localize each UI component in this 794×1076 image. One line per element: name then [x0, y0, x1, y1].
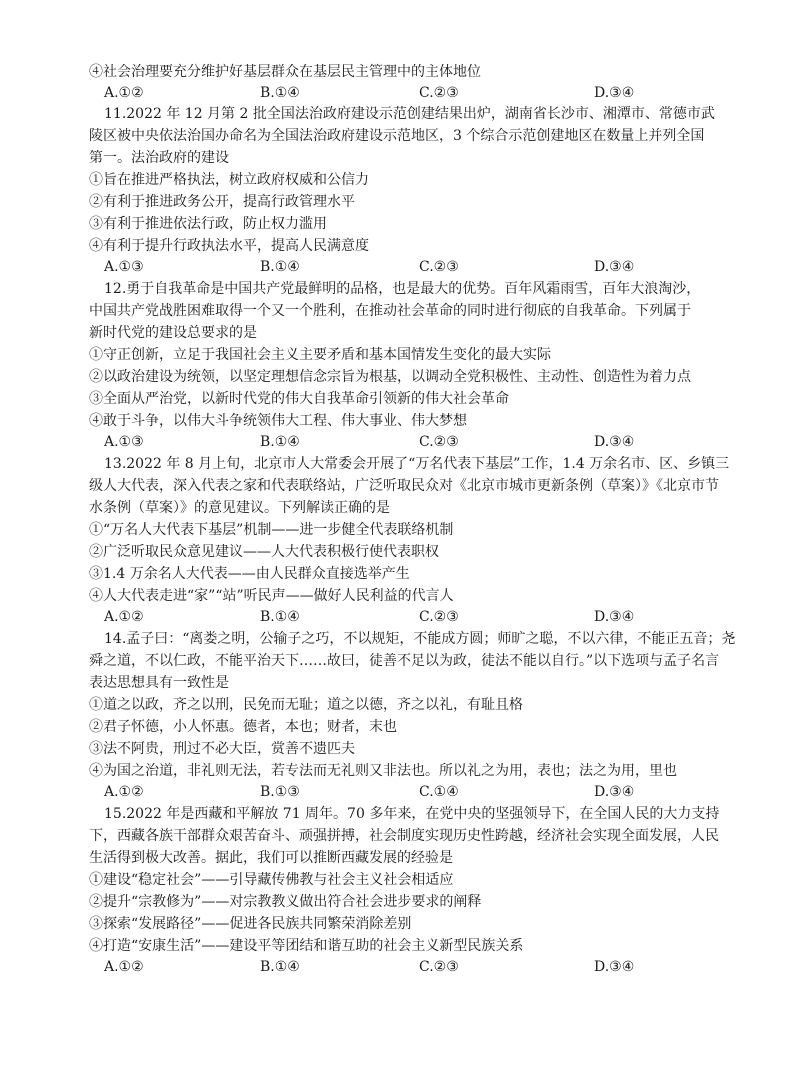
q13-option-3: ③1.4 万余名人大代表——由人民群众直接选举产生	[89, 566, 410, 582]
q11-choice-d: D.③④	[594, 259, 635, 275]
q12-choice-d: D.③④	[594, 434, 635, 450]
q13-choice-a: A.①②	[104, 609, 144, 625]
q13-option-2: ②广泛听取民众意见建议——人大代表积极行使代表职权	[89, 544, 439, 560]
q14-choice-a: A.①②	[104, 784, 144, 800]
q11-choices	[0, 257, 794, 277]
q13-stem-line-3: 水条例（草案）》的意见建议。下列解读正确的是	[89, 500, 390, 516]
q12-stem-line-3: 新时代党的建设总要求的是	[89, 325, 257, 341]
q12-option-1: ①守正创新，立足于我国社会主义主要矛盾和基本国情发生变化的最大实际	[89, 347, 551, 363]
q14-option-3: ③法不阿贵，刑过不必大臣，赏善不遗匹夫	[89, 741, 355, 757]
q15-option-3: ③探索“发展路径”——促进各民族共同繁荣消除差别	[89, 916, 412, 932]
q14-stem-line-2: 舜之道，不以仁政，不能平治天下……故曰，徒善不足以为政，徒法不能以自行。”以下选项与孟子名言	[89, 653, 720, 669]
q11-option-4: ④有利于提升行政执法水平，提高人民满意度	[89, 238, 369, 254]
q13-stem-line-1: 13.2022 年 8 月上旬，北京市人大常委会开展了“万名代表下基层”工作，1.4 万余名市、区、乡镇三	[104, 456, 730, 472]
q15-choices	[0, 957, 794, 977]
q14-option-2: ②君子怀德，小人怀惠。德者，本也；财者，末也	[89, 719, 397, 735]
q10-choice-d: D.③④	[594, 85, 635, 101]
q12-choice-a: A.①③	[104, 434, 144, 450]
q13-stem-line-2: 级人大代表，深入代表之家和代表联络站，广泛听取民众对《北京市城市更新条例（草案）》《北京市节	[89, 478, 719, 494]
q14-option-4: ④为国之治道，非礼则无法，若专法而无礼则又非法也。所以礼之为用，表也；法之为用，里也	[89, 763, 677, 779]
q15-choice-d: D.③④	[594, 959, 635, 975]
q15-stem-line-1: 15.2022 年是西藏和平解放 71 周年。70 多年来，在党中央的坚强领导下，在全国人民的大力支持	[104, 806, 720, 822]
q10-choice-b: B.①④	[260, 85, 300, 101]
q12-option-2: ②以政治建设为统领，以坚定理想信念宗旨为根基，以调动全党积极性、主动性、创造性为着力点	[89, 369, 691, 385]
q15-stem-line-2: 下，西藏各族干部群众艰苦奋斗、顽强拼搏，社会制度实现历史性跨越，经济社会实现全面发展，人民	[89, 828, 719, 844]
q15-choice-a: A.①②	[104, 959, 144, 975]
q13-choice-b: B.①④	[260, 609, 300, 625]
q11-option-1: ①旨在推进严格执法，树立政府权威和公信力	[89, 172, 369, 188]
q13-choice-d: D.③④	[594, 609, 635, 625]
q12-option-4: ④敢于斗争，以伟大斗争统领伟大工程、伟大事业、伟大梦想	[89, 413, 467, 429]
q11-option-3: ③有利于推进依法行政，防止权力滥用	[89, 216, 327, 232]
q10-choice-a: A.①②	[104, 85, 144, 101]
q11-stem-line-2: 陵区被中央依法治国办命名为全国法治政府建设示范地区，3 个综合示范创建地区在数量上并列全国	[89, 128, 705, 144]
q11-option-2: ②有利于推进政务公开，提高行政管理水平	[89, 194, 355, 210]
q14-choice-b: B.①③	[260, 784, 300, 800]
q12-stem-line-2: 中国共产党战胜困难取得一个又一个胜利，在推动社会革命的同时进行彻底的自我革命。下列属于	[89, 303, 691, 319]
q12-option-3: ③全面从严治党，以新时代党的伟大自我革命引领新的伟大社会革命	[89, 391, 509, 407]
q13-choice-c: C.②③	[419, 609, 459, 625]
q15-option-4: ④打造“安康生活”——建设平等团结和谐互助的社会主义新型民族关系	[89, 938, 524, 954]
q15-stem-line-3: 生活得到极大改善。据此，我们可以推断西藏发展的经验是	[89, 850, 453, 866]
q11-choice-a: A.①③	[104, 259, 144, 275]
q14-choices	[0, 782, 794, 802]
q14-stem-line-1: 14.孟子曰：“离娄之明，公输子之巧，不以规矩，不能成方圆；师旷之聪，不以六律，不能正五音；尧	[104, 631, 736, 647]
q14-choice-c: C.①④	[419, 784, 459, 800]
q13-option-4: ④人大代表走进“家”“站”听民声——做好人民利益的代言人	[89, 588, 454, 604]
q11-choice-b: B.①④	[260, 259, 300, 275]
q15-option-1: ①建设“稳定社会”——引导藏传佛教与社会主义社会相适应	[89, 872, 454, 888]
q15-choice-c: C.②③	[419, 959, 459, 975]
q13-option-1: ①“万名人大代表下基层”机制——进一步健全代表联络机制	[89, 522, 454, 538]
q10-choices	[0, 83, 794, 103]
q14-option-1: ①道之以政，齐之以刑，民免而无耻；道之以德，齐之以礼，有耻且格	[89, 697, 523, 713]
q13-choices	[0, 607, 794, 627]
q11-stem-line-3: 第一。法治政府的建设	[89, 150, 229, 166]
q12-choices	[0, 432, 794, 452]
q10-option-4: ④社会治理要充分维护好基层群众在基层民主管理中的主体地位	[89, 64, 481, 80]
q11-choice-c: C.②③	[419, 259, 459, 275]
q12-choice-c: C.②③	[419, 434, 459, 450]
q12-choice-b: B.①④	[260, 434, 300, 450]
q14-choice-d: D.③④	[594, 784, 635, 800]
q10-choice-c: C.②③	[419, 85, 459, 101]
q15-option-2: ②提升“宗教修为”——对宗教教义做出符合社会进步要求的阐释	[89, 894, 482, 910]
q11-stem-line-1: 11.2022 年 12 月第 2 批全国法治政府建设示范创建结果出炉，湖南省长沙市、湘潭市、常德市武	[104, 106, 715, 122]
q14-stem-line-3: 表达思想具有一致性是	[89, 675, 229, 691]
q15-choice-b: B.①④	[260, 959, 300, 975]
q12-stem-line-1: 12.勇于自我革命是中国共产党最鲜明的品格，也是最大的优势。百年风霜雨雪，百年大浪淘沙，	[104, 281, 701, 297]
